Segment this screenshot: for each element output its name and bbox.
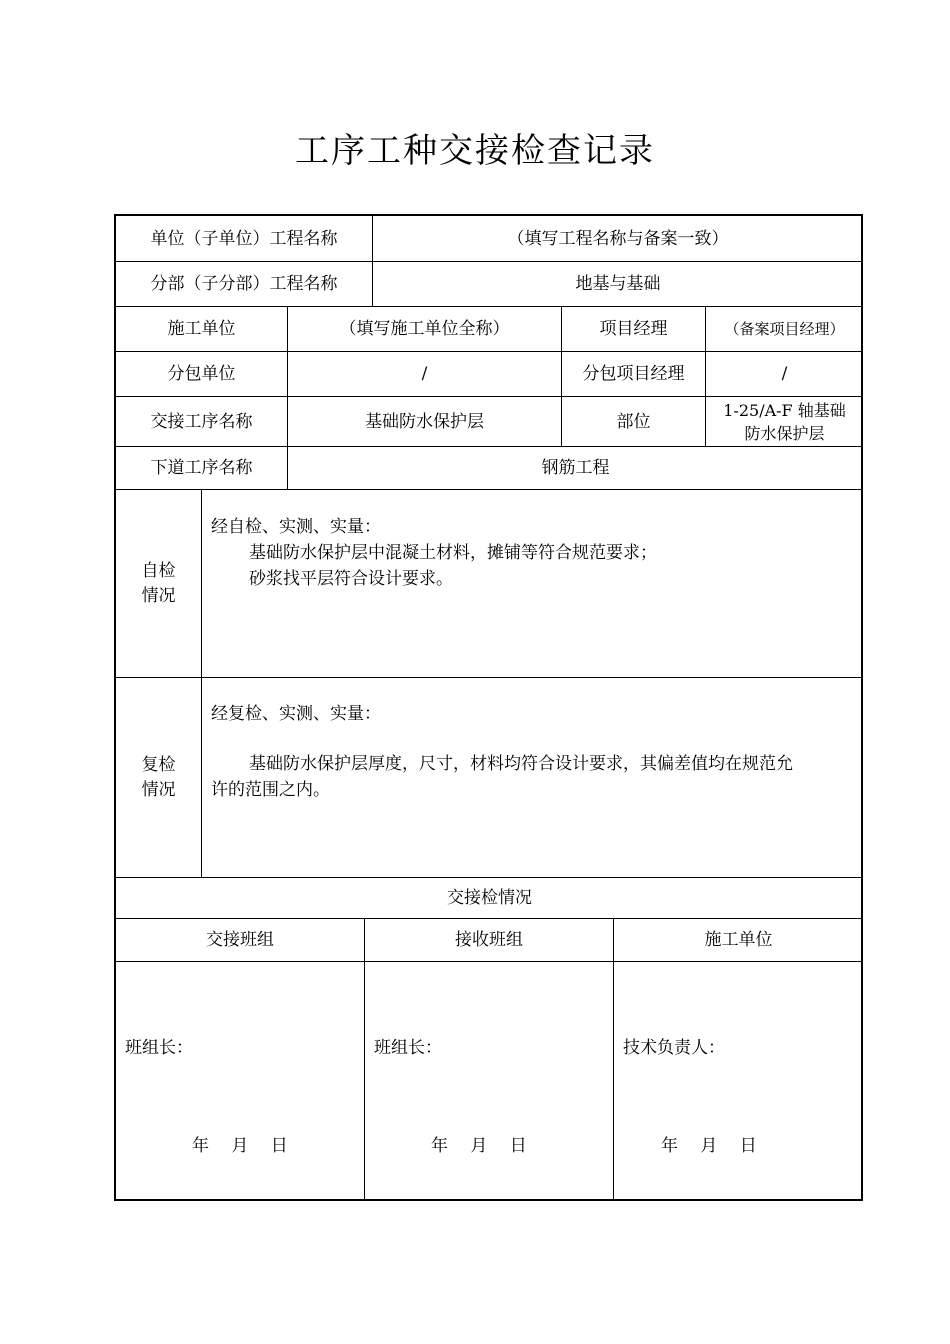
construction-unit-value: （填写施工单位全称） bbox=[288, 307, 562, 352]
receiving-team-leader-label: 班组长： bbox=[374, 1038, 442, 1058]
handover-team-date: 年 月 日 bbox=[192, 1136, 288, 1156]
handover-team-signature-cell bbox=[116, 962, 365, 1201]
re-check-label bbox=[116, 678, 202, 878]
next-process-label: 下道工序名称 bbox=[116, 447, 288, 490]
location-value-line2: 防水保护层 bbox=[744, 423, 825, 443]
re-check-label-line2: 情况 bbox=[141, 779, 176, 800]
handover-team-header: 交接班组 bbox=[116, 919, 365, 962]
handover-header: 交接检情况 bbox=[116, 878, 863, 919]
construction-unit-date: 年 月 日 bbox=[661, 1136, 757, 1156]
inspection-form bbox=[114, 214, 863, 1201]
re-check-line2: 许的范围之内。 bbox=[211, 780, 330, 800]
unit-project-value: （填写工程名称与备案一致） bbox=[373, 216, 863, 262]
location-value bbox=[706, 397, 863, 447]
project-manager-value: （备案项目经理） bbox=[706, 307, 863, 352]
location-value-line1: 1-25/A-F 轴基础 bbox=[723, 400, 846, 420]
handover-team-leader-label: 班组长： bbox=[125, 1038, 193, 1058]
re-check-intro: 经复检、实测、实量： bbox=[211, 704, 381, 724]
construction-unit-label: 施工单位 bbox=[116, 307, 288, 352]
self-check-intro: 经自检、实测、实量： bbox=[211, 517, 381, 537]
self-check-content bbox=[211, 514, 856, 592]
subcontract-manager-value: / bbox=[706, 352, 863, 397]
self-check-label bbox=[116, 490, 202, 678]
page-title: 工序工种交接检查记录 bbox=[295, 131, 655, 171]
next-process-value: 钢筋工程 bbox=[288, 447, 863, 490]
handover-process-label: 交接工序名称 bbox=[116, 397, 288, 447]
receiving-team-header: 接收班组 bbox=[365, 919, 614, 962]
handover-process-value: 基础防水保护层 bbox=[288, 397, 562, 447]
re-check-content bbox=[211, 701, 856, 803]
receiving-team-signature-cell bbox=[365, 962, 614, 1201]
technical-lead-label: 技术负责人： bbox=[623, 1038, 725, 1058]
re-check-line1: 基础防水保护层厚度，尺寸，材料均符合设计要求，其偏差值均在规范允 bbox=[249, 754, 793, 774]
construction-unit-header: 施工单位 bbox=[614, 919, 863, 962]
self-check-label-line2: 情况 bbox=[141, 585, 176, 606]
self-check-label-line1: 自检 bbox=[141, 560, 176, 581]
subcontract-manager-label: 分包项目经理 bbox=[562, 352, 706, 397]
sub-project-value: 地基与基础 bbox=[373, 262, 863, 307]
subcontract-unit-label: 分包单位 bbox=[116, 352, 288, 397]
sub-project-label: 分部（子分部）工程名称 bbox=[116, 262, 373, 307]
project-manager-label: 项目经理 bbox=[562, 307, 706, 352]
self-check-line1: 基础防水保护层中混凝土材料，摊铺等符合规范要求； bbox=[249, 543, 657, 563]
construction-unit-signature-cell bbox=[614, 962, 863, 1201]
receiving-team-date: 年 月 日 bbox=[431, 1136, 527, 1156]
re-check-label-line1: 复检 bbox=[141, 754, 176, 775]
unit-project-label: 单位（子单位）工程名称 bbox=[116, 216, 373, 262]
self-check-line2: 砂浆找平层符合设计要求。 bbox=[249, 569, 453, 589]
subcontract-unit-value: / bbox=[288, 352, 562, 397]
location-label: 部位 bbox=[562, 397, 706, 447]
